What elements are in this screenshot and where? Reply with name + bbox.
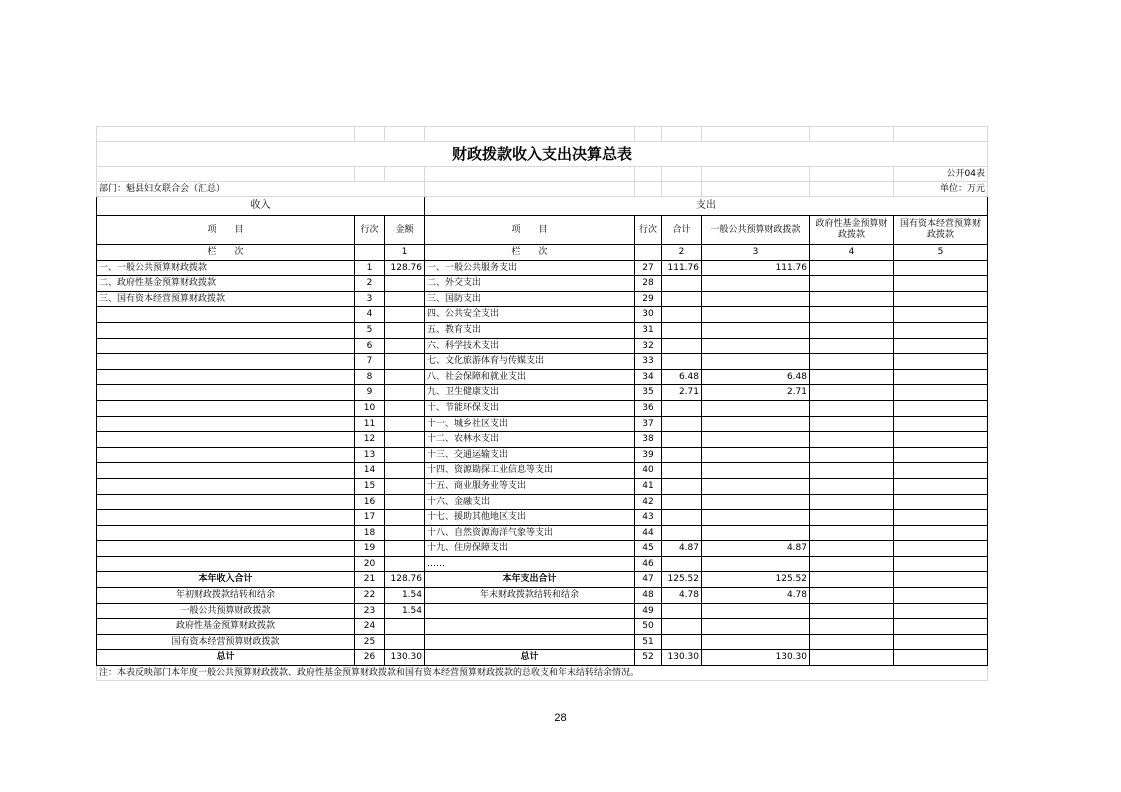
- table-row: [97, 510, 988, 526]
- expense-row-no-cell: 33: [635, 354, 662, 370]
- expense-item-cell: 三、国防支出: [425, 291, 635, 307]
- income-amount-cell: [385, 463, 425, 479]
- income-amount-cell: [385, 541, 425, 557]
- state-capital-cell: [894, 400, 988, 416]
- expense-total-cell: [662, 525, 702, 541]
- expense-item-cell: 总计: [425, 650, 635, 666]
- expense-item-cell: 六、科学技术支出: [425, 338, 635, 354]
- expense-total-cell: 125.52: [662, 572, 702, 588]
- gov-fund-cell: [810, 416, 894, 432]
- income-row-no-cell: 16: [355, 494, 385, 510]
- expense-total-cell: [662, 478, 702, 494]
- state-capital-cell: [894, 338, 988, 354]
- gov-fund-cell: [810, 478, 894, 494]
- expense-item-cell: 九、卫生健康支出: [425, 385, 635, 401]
- table-note: 注：本表反映部门本年度一般公共预算财政拨款、政府性基金预算财政拨款和国有资本经营预算财政拨款的总收支和年末结转结余情况。: [97, 666, 988, 681]
- state-capital-cell: [894, 276, 988, 292]
- income-amount-cell: 128.76: [385, 572, 425, 588]
- expense-total-cell: [662, 432, 702, 448]
- summary-row: [97, 588, 988, 604]
- gov-fund-cell: [810, 556, 894, 572]
- expense-row-no-cell: 51: [635, 634, 662, 650]
- state-capital-cell: [894, 494, 988, 510]
- state-capital-cell: [894, 307, 988, 323]
- expense-row-no-cell: 39: [635, 447, 662, 463]
- title-row: [97, 142, 988, 167]
- income-row-no-cell: 6: [355, 338, 385, 354]
- income-row-no-cell: 22: [355, 588, 385, 604]
- expense-row-no-cell: 49: [635, 603, 662, 619]
- income-amount-cell: [385, 619, 425, 635]
- state-capital-cell: [894, 650, 988, 666]
- income-row-no-cell: 25: [355, 634, 385, 650]
- column-index-row: [97, 245, 988, 261]
- gov-fund-cell: [810, 276, 894, 292]
- gov-fund-cell: [810, 463, 894, 479]
- table-row: [97, 541, 988, 557]
- income-item-cell: 二、政府性基金预算财政拨款: [97, 276, 355, 292]
- income-item-cell: [97, 338, 355, 354]
- income-amount-cell: [385, 322, 425, 338]
- expense-total-cell: [662, 447, 702, 463]
- expense-total-cell: [662, 510, 702, 526]
- state-capital-cell: [894, 354, 988, 370]
- general-budget-cell: [702, 525, 810, 541]
- general-budget-cell: [702, 291, 810, 307]
- income-row-no-cell: 15: [355, 478, 385, 494]
- column-index-2: 2: [662, 245, 702, 261]
- state-capital-cell: [894, 572, 988, 588]
- expense-row-no-cell: 29: [635, 291, 662, 307]
- income-amount-cell: [385, 291, 425, 307]
- department-row: [97, 182, 988, 197]
- expense-row-no-cell: 32: [635, 338, 662, 354]
- gov-fund-cell: [810, 307, 894, 323]
- expense-row-no-cell: 47: [635, 572, 662, 588]
- gov-fund-cell: [810, 338, 894, 354]
- gov-fund-cell: [810, 322, 894, 338]
- expense-item-cell: 五、教育支出: [425, 322, 635, 338]
- gov-fund-cell: [810, 588, 894, 604]
- gov-fund-cell: [810, 510, 894, 526]
- state-capital-cell: [894, 463, 988, 479]
- expense-item-cell: 十六、金融支出: [425, 494, 635, 510]
- expense-item-cell: 十二、农林水支出: [425, 432, 635, 448]
- expense-total-cell: [662, 603, 702, 619]
- income-amount-cell: [385, 478, 425, 494]
- expense-item-cell: 十七、援助其他地区支出: [425, 510, 635, 526]
- income-amount-cell: [385, 385, 425, 401]
- general-budget-cell: 111.76: [702, 260, 810, 276]
- expense-item-cell: 本年支出合计: [425, 572, 635, 588]
- table-row: [97, 525, 988, 541]
- income-item-cell: [97, 447, 355, 463]
- unit-label: 单位：万元: [894, 182, 988, 197]
- expense-item-cell: 十八、自然资源海洋气象等支出: [425, 525, 635, 541]
- expense-row-no-cell: 35: [635, 385, 662, 401]
- income-row-no-cell: 19: [355, 541, 385, 557]
- income-amount-cell: [385, 525, 425, 541]
- income-item-cell: 国有资本经营预算财政拨款: [97, 634, 355, 650]
- income-amount-cell: [385, 338, 425, 354]
- income-row-no-cell: 24: [355, 619, 385, 635]
- income-item-cell: [97, 463, 355, 479]
- expense-row-no-cell: 41: [635, 478, 662, 494]
- state-capital-cell: [894, 385, 988, 401]
- expense-row-no-cell: 44: [635, 525, 662, 541]
- budget-summary-table: [96, 126, 988, 681]
- expense-item-cell: 二、外交支出: [425, 276, 635, 292]
- expense-total-cell: [662, 494, 702, 510]
- column-index-4: 4: [810, 245, 894, 261]
- table-row: [97, 385, 988, 401]
- table-row: [97, 354, 988, 370]
- expense-total-header: 合计: [662, 216, 702, 245]
- table-row: [97, 556, 988, 572]
- column-index-label-2: 栏 次: [425, 245, 635, 261]
- department-label: 部门：魁县妇女联合会（汇总）: [97, 182, 425, 197]
- general-budget-cell: [702, 416, 810, 432]
- income-item-cell: [97, 400, 355, 416]
- income-item-cell: 一般公共预算财政拨款: [97, 603, 355, 619]
- table-row: [97, 478, 988, 494]
- expense-total-cell: 6.48: [662, 369, 702, 385]
- expense-row-no-cell: 28: [635, 276, 662, 292]
- table-row: [97, 416, 988, 432]
- gov-fund-header: 政府性基金预算财政拨款: [810, 216, 894, 245]
- expense-total-cell: [662, 338, 702, 354]
- expense-item-cell: [425, 603, 635, 619]
- income-row-no-cell: 26: [355, 650, 385, 666]
- income-amount-cell: 1.54: [385, 603, 425, 619]
- gov-fund-cell: [810, 525, 894, 541]
- expense-total-cell: 4.87: [662, 541, 702, 557]
- expense-total-cell: [662, 322, 702, 338]
- summary-row: [97, 634, 988, 650]
- expense-item-cell: 八、社会保障和就业支出: [425, 369, 635, 385]
- general-budget-cell: 2.71: [702, 385, 810, 401]
- column-index-label: 栏 次: [97, 245, 355, 261]
- state-capital-cell: [894, 478, 988, 494]
- income-row-no-cell: 12: [355, 432, 385, 448]
- general-budget-cell: [702, 338, 810, 354]
- expense-total-cell: 111.76: [662, 260, 702, 276]
- gov-fund-cell: [810, 650, 894, 666]
- expense-total-cell: [662, 634, 702, 650]
- income-row-no-cell: 21: [355, 572, 385, 588]
- summary-row: [97, 603, 988, 619]
- expense-total-cell: [662, 463, 702, 479]
- income-amount-cell: [385, 494, 425, 510]
- income-item-cell: 一、一般公共预算财政拨款: [97, 260, 355, 276]
- income-row-no-header: 行次: [355, 216, 385, 245]
- income-row-no-cell: 2: [355, 276, 385, 292]
- expense-item-cell: 年末财政拨款结转和结余: [425, 588, 635, 604]
- income-row-no-cell: 7: [355, 354, 385, 370]
- table-title: 财政拨款收入支出决算总表: [97, 142, 988, 167]
- table-row: [97, 276, 988, 292]
- expense-item-cell: 七、文化旅游体育与传媒支出: [425, 354, 635, 370]
- expense-total-cell: [662, 416, 702, 432]
- general-budget-cell: [702, 494, 810, 510]
- expense-item-cell: ……: [425, 556, 635, 572]
- state-capital-cell: [894, 322, 988, 338]
- state-capital-cell: [894, 432, 988, 448]
- summary-row: [97, 619, 988, 635]
- general-budget-cell: 4.78: [702, 588, 810, 604]
- expense-row-no-cell: 36: [635, 400, 662, 416]
- table-row: [97, 291, 988, 307]
- gov-fund-cell: [810, 634, 894, 650]
- table-row: [97, 400, 988, 416]
- income-item-cell: 年初财政拨款结转和结余: [97, 588, 355, 604]
- table-row: [97, 432, 988, 448]
- income-row-no-cell: 9: [355, 385, 385, 401]
- gov-fund-cell: [810, 260, 894, 276]
- column-header-row: [97, 216, 988, 245]
- income-row-no-cell: 20: [355, 556, 385, 572]
- state-capital-cell: [894, 541, 988, 557]
- expense-row-no-cell: 42: [635, 494, 662, 510]
- section-header-row: [97, 197, 988, 216]
- gov-fund-cell: [810, 619, 894, 635]
- income-amount-cell: 1.54: [385, 588, 425, 604]
- general-budget-cell: 125.52: [702, 572, 810, 588]
- income-amount-cell: [385, 369, 425, 385]
- column-index-3: 3: [702, 245, 810, 261]
- page-number: 28: [554, 712, 567, 724]
- income-row-no-cell: 8: [355, 369, 385, 385]
- column-index-5: 5: [894, 245, 988, 261]
- expense-item-cell: [425, 619, 635, 635]
- general-budget-cell: [702, 463, 810, 479]
- income-amount-cell: [385, 354, 425, 370]
- state-capital-cell: [894, 525, 988, 541]
- general-budget-cell: [702, 307, 810, 323]
- expense-row-no-header: 行次: [635, 216, 662, 245]
- expense-item-cell: 四、公共安全支出: [425, 307, 635, 323]
- income-row-no-cell: 10: [355, 400, 385, 416]
- expense-section-header: 支出: [425, 197, 988, 216]
- gov-fund-cell: [810, 369, 894, 385]
- income-item-cell: [97, 432, 355, 448]
- income-item-cell: [97, 556, 355, 572]
- expense-item-cell: 十五、商业服务业等支出: [425, 478, 635, 494]
- income-item-cell: [97, 525, 355, 541]
- expense-item-cell: 十三、交通运输支出: [425, 447, 635, 463]
- general-budget-cell: [702, 322, 810, 338]
- state-capital-cell: [894, 556, 988, 572]
- income-item-cell: 三、国有资本经营预算财政拨款: [97, 291, 355, 307]
- income-item-cell: [97, 354, 355, 370]
- general-budget-header: 一般公共预算财政拨款: [702, 216, 810, 245]
- income-row-no-cell: 14: [355, 463, 385, 479]
- expense-row-no-cell: 38: [635, 432, 662, 448]
- income-item-cell: [97, 478, 355, 494]
- general-budget-cell: [702, 619, 810, 635]
- expense-total-cell: 130.30: [662, 650, 702, 666]
- income-amount-cell: [385, 432, 425, 448]
- general-budget-cell: [702, 510, 810, 526]
- general-budget-cell: 4.87: [702, 541, 810, 557]
- general-budget-cell: [702, 556, 810, 572]
- gov-fund-cell: [810, 541, 894, 557]
- expense-item-cell: [425, 634, 635, 650]
- general-budget-cell: [702, 478, 810, 494]
- income-amount-cell: [385, 416, 425, 432]
- expense-row-no-cell: 52: [635, 650, 662, 666]
- income-item-cell: [97, 494, 355, 510]
- expense-row-no-cell: 30: [635, 307, 662, 323]
- income-row-no-cell: 18: [355, 525, 385, 541]
- note-row: [97, 666, 988, 681]
- income-row-no-cell: 23: [355, 603, 385, 619]
- table-row: [97, 307, 988, 323]
- gov-fund-cell: [810, 354, 894, 370]
- income-amount-cell: [385, 556, 425, 572]
- income-row-no-cell: 5: [355, 322, 385, 338]
- income-item-cell: [97, 322, 355, 338]
- table-row: [97, 338, 988, 354]
- income-item-cell: [97, 541, 355, 557]
- state-capital-cell: [894, 369, 988, 385]
- state-capital-cell: [894, 603, 988, 619]
- income-item-cell: 总计: [97, 650, 355, 666]
- general-budget-cell: [702, 432, 810, 448]
- income-amount-cell: [385, 447, 425, 463]
- general-budget-cell: [702, 276, 810, 292]
- form-code-row: [97, 167, 988, 182]
- expense-total-cell: [662, 556, 702, 572]
- income-amount-cell: [385, 400, 425, 416]
- table-row: [97, 322, 988, 338]
- expense-total-cell: 2.71: [662, 385, 702, 401]
- form-code: 公开04表: [894, 167, 988, 182]
- general-budget-cell: [702, 603, 810, 619]
- table-row: [97, 494, 988, 510]
- expense-item-header: 项 目: [425, 216, 635, 245]
- income-row-no-cell: 1: [355, 260, 385, 276]
- gov-fund-cell: [810, 291, 894, 307]
- state-capital-cell: [894, 260, 988, 276]
- income-item-cell: [97, 510, 355, 526]
- gov-fund-cell: [810, 400, 894, 416]
- income-item-cell: [97, 307, 355, 323]
- expense-total-cell: [662, 619, 702, 635]
- expense-item-cell: 十、节能环保支出: [425, 400, 635, 416]
- gov-fund-cell: [810, 603, 894, 619]
- expense-row-no-cell: 34: [635, 369, 662, 385]
- income-item-cell: [97, 385, 355, 401]
- expense-total-cell: [662, 354, 702, 370]
- column-index-1: 1: [385, 245, 425, 261]
- general-budget-cell: [702, 400, 810, 416]
- income-amount-cell: [385, 510, 425, 526]
- expense-total-cell: [662, 291, 702, 307]
- general-budget-cell: 6.48: [702, 369, 810, 385]
- income-item-cell: 本年收入合计: [97, 572, 355, 588]
- state-capital-cell: [894, 447, 988, 463]
- expense-row-no-cell: 50: [635, 619, 662, 635]
- expense-item-cell: 十一、城乡社区支出: [425, 416, 635, 432]
- income-row-no-cell: 17: [355, 510, 385, 526]
- table-row: [97, 260, 988, 276]
- state-capital-cell: [894, 510, 988, 526]
- income-row-no-cell: 3: [355, 291, 385, 307]
- gov-fund-cell: [810, 572, 894, 588]
- expense-row-no-cell: 37: [635, 416, 662, 432]
- income-amount-cell: [385, 634, 425, 650]
- income-item-cell: [97, 416, 355, 432]
- income-section-header: 收入: [97, 197, 425, 216]
- expense-total-cell: [662, 307, 702, 323]
- expense-row-no-cell: 27: [635, 260, 662, 276]
- expense-row-no-cell: 40: [635, 463, 662, 479]
- income-row-no-cell: 4: [355, 307, 385, 323]
- expense-item-cell: 十四、资源勘探工业信息等支出: [425, 463, 635, 479]
- state-capital-cell: [894, 619, 988, 635]
- general-budget-cell: [702, 354, 810, 370]
- expense-total-cell: [662, 276, 702, 292]
- blank-row: [97, 127, 988, 142]
- gov-fund-cell: [810, 385, 894, 401]
- table-row: [97, 447, 988, 463]
- income-amount-header: 金额: [385, 216, 425, 245]
- income-item-header: 项 目: [97, 216, 355, 245]
- expense-total-cell: 4.78: [662, 588, 702, 604]
- expense-item-cell: 一、一般公共服务支出: [425, 260, 635, 276]
- general-budget-cell: [702, 634, 810, 650]
- expense-total-cell: [662, 400, 702, 416]
- general-budget-cell: 130.30: [702, 650, 810, 666]
- income-item-cell: [97, 369, 355, 385]
- state-capital-cell: [894, 416, 988, 432]
- expense-row-no-cell: 31: [635, 322, 662, 338]
- income-amount-cell: [385, 276, 425, 292]
- state-capital-cell: [894, 588, 988, 604]
- expense-item-cell: 十九、住房保障支出: [425, 541, 635, 557]
- gov-fund-cell: [810, 432, 894, 448]
- income-amount-cell: 130.30: [385, 650, 425, 666]
- table-row: [97, 369, 988, 385]
- income-item-cell: 政府性基金预算财政拨款: [97, 619, 355, 635]
- gov-fund-cell: [810, 447, 894, 463]
- gov-fund-cell: [810, 494, 894, 510]
- summary-row: [97, 572, 988, 588]
- income-amount-cell: [385, 307, 425, 323]
- spreadsheet-sheet: [96, 126, 987, 681]
- income-row-no-cell: 13: [355, 447, 385, 463]
- general-budget-cell: [702, 447, 810, 463]
- income-amount-cell: 128.76: [385, 260, 425, 276]
- expense-row-no-cell: 45: [635, 541, 662, 557]
- state-capital-cell: [894, 291, 988, 307]
- summary-row: [97, 650, 988, 666]
- expense-row-no-cell: 43: [635, 510, 662, 526]
- state-capital-cell: [894, 634, 988, 650]
- state-capital-header: 国有资本经营预算财政拨款: [894, 216, 988, 245]
- expense-row-no-cell: 46: [635, 556, 662, 572]
- expense-row-no-cell: 48: [635, 588, 662, 604]
- income-row-no-cell: 11: [355, 416, 385, 432]
- table-row: [97, 463, 988, 479]
